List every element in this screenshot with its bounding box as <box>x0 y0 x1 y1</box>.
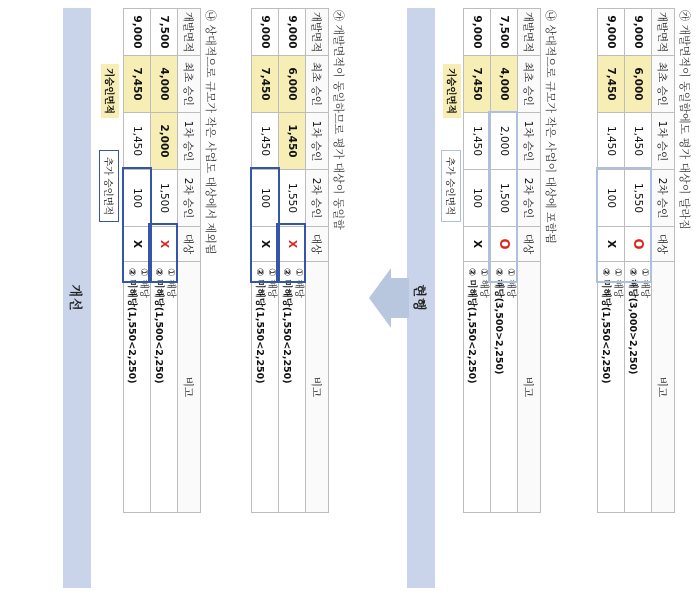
arrow-down-icon <box>369 268 409 328</box>
col-header: 최초 승인 <box>652 56 675 113</box>
table-row: 9,000 7,450 1,450 100 X ① 해당 ② 미해당(1,550<2,250) <box>252 9 279 513</box>
col-header: 대상 <box>652 227 675 262</box>
legend-added-area: 추가 승인면적 <box>99 150 119 222</box>
legend-base-area: 기승인면적 <box>443 64 461 118</box>
section-label-current: 현행 <box>407 8 435 588</box>
section-current <box>359 0 699 596</box>
table-row: 7,500 4,000 2,000 1,500 X ① 해당 ② 미해당(1,500<2,250) <box>151 9 178 513</box>
col-header: 2차 승인 <box>652 170 675 227</box>
legend-base-area: 기승인면적 <box>101 64 119 118</box>
table-improved-a: 개발면적 최초 승인 1차 승인 2차 승인 대상 비고 9,000 6,000 1,450 1,550 X ① 해당 ② 미해당(1,550<2,250) 9,000 7,450 1,450 100 X ① 해당 ② 미해당(1,550<2,250) <box>251 8 329 513</box>
caption-improved-b: ㉯ 상대적으로 규모가 작은 사업도 대상에서 제외됨 <box>204 10 217 255</box>
table-row: 9,000 6,000 1,450 1,550 O ① 해당 ② 해당(3,000>2,250) <box>625 9 652 513</box>
table-row: 7,500 4,000 2,000 1,500 O ① 해당 ② 해당(3,500>2,250) <box>491 9 518 513</box>
table-row: 9,000 7,450 1,450 100 X ① 해당 ② 미해당(1,550<2,250) <box>124 9 151 513</box>
col-header: 비고 <box>652 262 675 513</box>
table-current-b: 개발면적 최초 승인 1차 승인 2차 승인 대상 비고 7,500 4,000 2,000 1,500 O ① 해당 ② 해당(3,500>2,250) 9,000 7,450 1,450 100 X ① 해당 ② 미해당(1,550<2,250) <box>463 8 541 513</box>
table-improved-b: 개발면적 최초 승인 1차 승인 2차 승인 대상 비고 7,500 4,000 2,000 1,500 X ① 해당 ② 미해당(1,500<2,250) 9,000 7,450 1,450 100 X ① 해당 ② 미해당(1,550<2,250) <box>123 8 201 513</box>
section-label-improved: 개선 <box>63 8 91 588</box>
col-header: 개발면적 <box>652 9 675 56</box>
caption-improved-a: ㉮ 개발면적이 동일하므로 평가 대상이 동일함 <box>332 10 345 230</box>
table-row: 9,000 6,000 1,450 1,550 X ① 해당 ② 미해당(1,550<2,250) <box>279 9 306 513</box>
section-improved <box>9 0 369 596</box>
caption-current-a: ㉮ 개발면적이 동일함에도 평가 대상이 달라짐 <box>678 10 691 230</box>
col-header: 1차 승인 <box>652 113 675 170</box>
caption-current-b: ㉯ 상대적으로 규모가 작은 사업이 대상에 포함됨 <box>544 10 557 244</box>
table-row: 9,000 7,450 1,450 100 X ① 해당 ② 미해당(1,550<2,250) <box>464 9 491 513</box>
table-row: 9,000 7,450 1,450 100 X ① 해당 ② 미해당(1,550<2,250) <box>598 9 625 513</box>
legend-added-area: 추가 승인면적 <box>441 150 461 222</box>
table-current-a <box>597 8 675 513</box>
